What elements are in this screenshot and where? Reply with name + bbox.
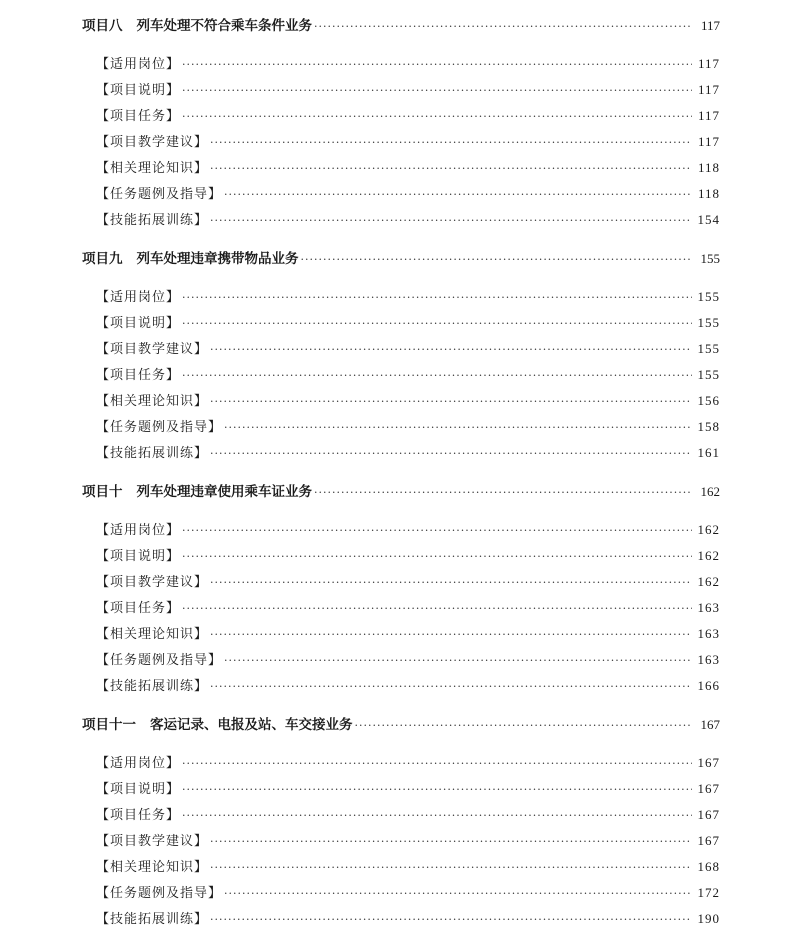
section-number: 项目九 [82, 251, 123, 267]
page-number: 155 [697, 341, 720, 356]
dot-leader [210, 208, 692, 234]
page-number: 190 [697, 911, 720, 926]
dot-leader [182, 518, 692, 544]
dot-leader [210, 570, 692, 596]
entry-label: 【项目教学建议】 [96, 135, 209, 150]
page-number: 117 [697, 134, 720, 149]
dot-leader [182, 363, 692, 389]
entry-label: 【适用岗位】 [96, 523, 181, 538]
toc-section [82, 246, 720, 466]
page-number: 117 [700, 18, 720, 33]
toc-entry[interactable] [82, 336, 720, 362]
entry-label: 【技能拓展训练】 [96, 213, 209, 228]
dot-leader [210, 156, 692, 182]
dot-leader [182, 777, 692, 803]
toc-entry[interactable] [82, 828, 720, 854]
entry-label: 【项目说明】 [96, 549, 181, 564]
entry-label: 【项目任务】 [96, 601, 181, 616]
dot-leader [355, 713, 693, 739]
dot-leader [210, 130, 692, 156]
toc-section [82, 13, 720, 233]
section-title: 客运记录、电报及站、车交接业务 [150, 717, 353, 733]
page-number: 167 [697, 807, 720, 822]
entry-label: 【适用岗位】 [96, 756, 181, 771]
entry-label: 【项目说明】 [96, 83, 181, 98]
page-number: 117 [697, 82, 720, 97]
dot-leader [224, 182, 692, 208]
toc-entry[interactable] [82, 802, 720, 828]
dot-leader [182, 285, 692, 311]
dot-leader [182, 78, 692, 104]
toc-entry[interactable] [82, 776, 720, 802]
toc-entry[interactable] [82, 673, 720, 699]
page-number: 156 [697, 393, 720, 408]
page-number: 166 [697, 678, 720, 693]
dot-leader [224, 415, 692, 441]
page-number: 154 [697, 212, 720, 227]
page-number: 167 [697, 833, 720, 848]
section-title: 列车处理违章使用乘车证业务 [136, 484, 312, 500]
toc-section-heading[interactable] [82, 13, 720, 39]
toc-entry[interactable] [82, 207, 720, 233]
toc-entry[interactable] [82, 621, 720, 647]
toc-entry[interactable] [82, 155, 720, 181]
page-number: 118 [697, 160, 720, 175]
page-number: 162 [697, 574, 720, 589]
page-number: 117 [697, 108, 720, 123]
toc-section-heading[interactable] [82, 712, 720, 738]
entry-label: 【项目任务】 [96, 808, 181, 823]
toc-entry[interactable] [82, 543, 720, 569]
entry-label: 【项目教学建议】 [96, 575, 209, 590]
toc-section-heading[interactable] [82, 479, 720, 505]
entry-label: 【相关理论知识】 [96, 394, 209, 409]
page-number: 168 [697, 859, 720, 874]
entry-label: 【项目任务】 [96, 368, 181, 383]
toc-entry[interactable] [82, 388, 720, 414]
toc-entry[interactable] [82, 77, 720, 103]
section-number: 项目十 [82, 484, 123, 500]
page-number: 162 [697, 522, 720, 537]
dot-leader [182, 311, 692, 337]
toc-entry[interactable] [82, 440, 720, 466]
toc-entry[interactable] [82, 906, 720, 932]
toc-entry[interactable] [82, 310, 720, 336]
dot-leader [224, 648, 692, 674]
dot-leader [182, 751, 692, 777]
entry-label: 【适用岗位】 [96, 290, 181, 305]
page-number: 162 [700, 484, 720, 499]
section-title: 列车处理不符合乘车条件业务 [136, 18, 312, 34]
dot-leader [210, 907, 692, 933]
toc-section-heading[interactable] [82, 246, 720, 272]
entry-label: 【项目任务】 [96, 109, 181, 124]
dot-leader [224, 881, 692, 907]
page-number: 158 [697, 419, 720, 434]
toc-entry[interactable] [82, 854, 720, 880]
toc-entry[interactable] [82, 51, 720, 77]
dot-leader [210, 855, 692, 881]
dot-leader [182, 544, 692, 570]
dot-leader [182, 596, 692, 622]
toc-entry[interactable] [82, 362, 720, 388]
toc-entry[interactable] [82, 595, 720, 621]
dot-leader [182, 52, 692, 78]
entry-label: 【技能拓展训练】 [96, 912, 209, 927]
toc-entry[interactable] [82, 284, 720, 310]
entry-label: 【任务题例及指导】 [96, 886, 223, 901]
page-number: 167 [697, 781, 720, 796]
page-number: 167 [697, 755, 720, 770]
page-number: 118 [697, 186, 720, 201]
entry-label: 【相关理论知识】 [96, 627, 209, 642]
entry-label: 【项目教学建议】 [96, 834, 209, 849]
dot-leader [210, 441, 692, 467]
entry-label: 【项目教学建议】 [96, 342, 209, 357]
toc-entry[interactable] [82, 129, 720, 155]
dot-leader [301, 247, 693, 273]
toc-entry[interactable] [82, 414, 720, 440]
toc-entry[interactable] [82, 647, 720, 673]
dot-leader [210, 389, 692, 415]
page-number: 163 [697, 600, 720, 615]
page-number: 163 [697, 652, 720, 667]
entry-label: 【技能拓展训练】 [96, 446, 209, 461]
page-number: 162 [697, 548, 720, 563]
page-number: 155 [697, 315, 720, 330]
dot-leader [210, 622, 692, 648]
dot-leader [182, 104, 692, 130]
dot-leader [314, 480, 692, 506]
toc-entry[interactable] [82, 181, 720, 207]
dot-leader [182, 803, 692, 829]
page-number: 155 [700, 251, 720, 266]
dot-leader [210, 829, 692, 855]
section-title: 列车处理违章携带物品业务 [136, 251, 299, 267]
section-number: 项目八 [82, 18, 123, 34]
table-of-contents [82, 13, 720, 932]
dot-leader [314, 14, 692, 40]
page-number: 163 [697, 626, 720, 641]
page-number: 117 [697, 56, 720, 71]
toc-entry[interactable] [82, 750, 720, 776]
entry-label: 【任务题例及指导】 [96, 187, 223, 202]
entry-label: 【任务题例及指导】 [96, 420, 223, 435]
toc-section [82, 712, 720, 932]
entry-label: 【相关理论知识】 [96, 860, 209, 875]
toc-entry[interactable] [82, 880, 720, 906]
entry-label: 【项目说明】 [96, 316, 181, 331]
page-number: 155 [697, 367, 720, 382]
page-number: 161 [697, 445, 720, 460]
toc-entry[interactable] [82, 569, 720, 595]
page-number: 155 [697, 289, 720, 304]
toc-entry[interactable] [82, 517, 720, 543]
toc-section [82, 479, 720, 699]
dot-leader [210, 674, 692, 700]
page-number: 167 [700, 717, 720, 732]
entry-label: 【相关理论知识】 [96, 161, 209, 176]
entry-label: 【适用岗位】 [96, 57, 181, 72]
entry-label: 【任务题例及指导】 [96, 653, 223, 668]
dot-leader [210, 337, 692, 363]
entry-label: 【技能拓展训练】 [96, 679, 209, 694]
entry-label: 【项目说明】 [96, 782, 181, 797]
section-number: 项目十一 [82, 717, 136, 733]
page-number: 172 [697, 885, 720, 900]
toc-entry[interactable] [82, 103, 720, 129]
